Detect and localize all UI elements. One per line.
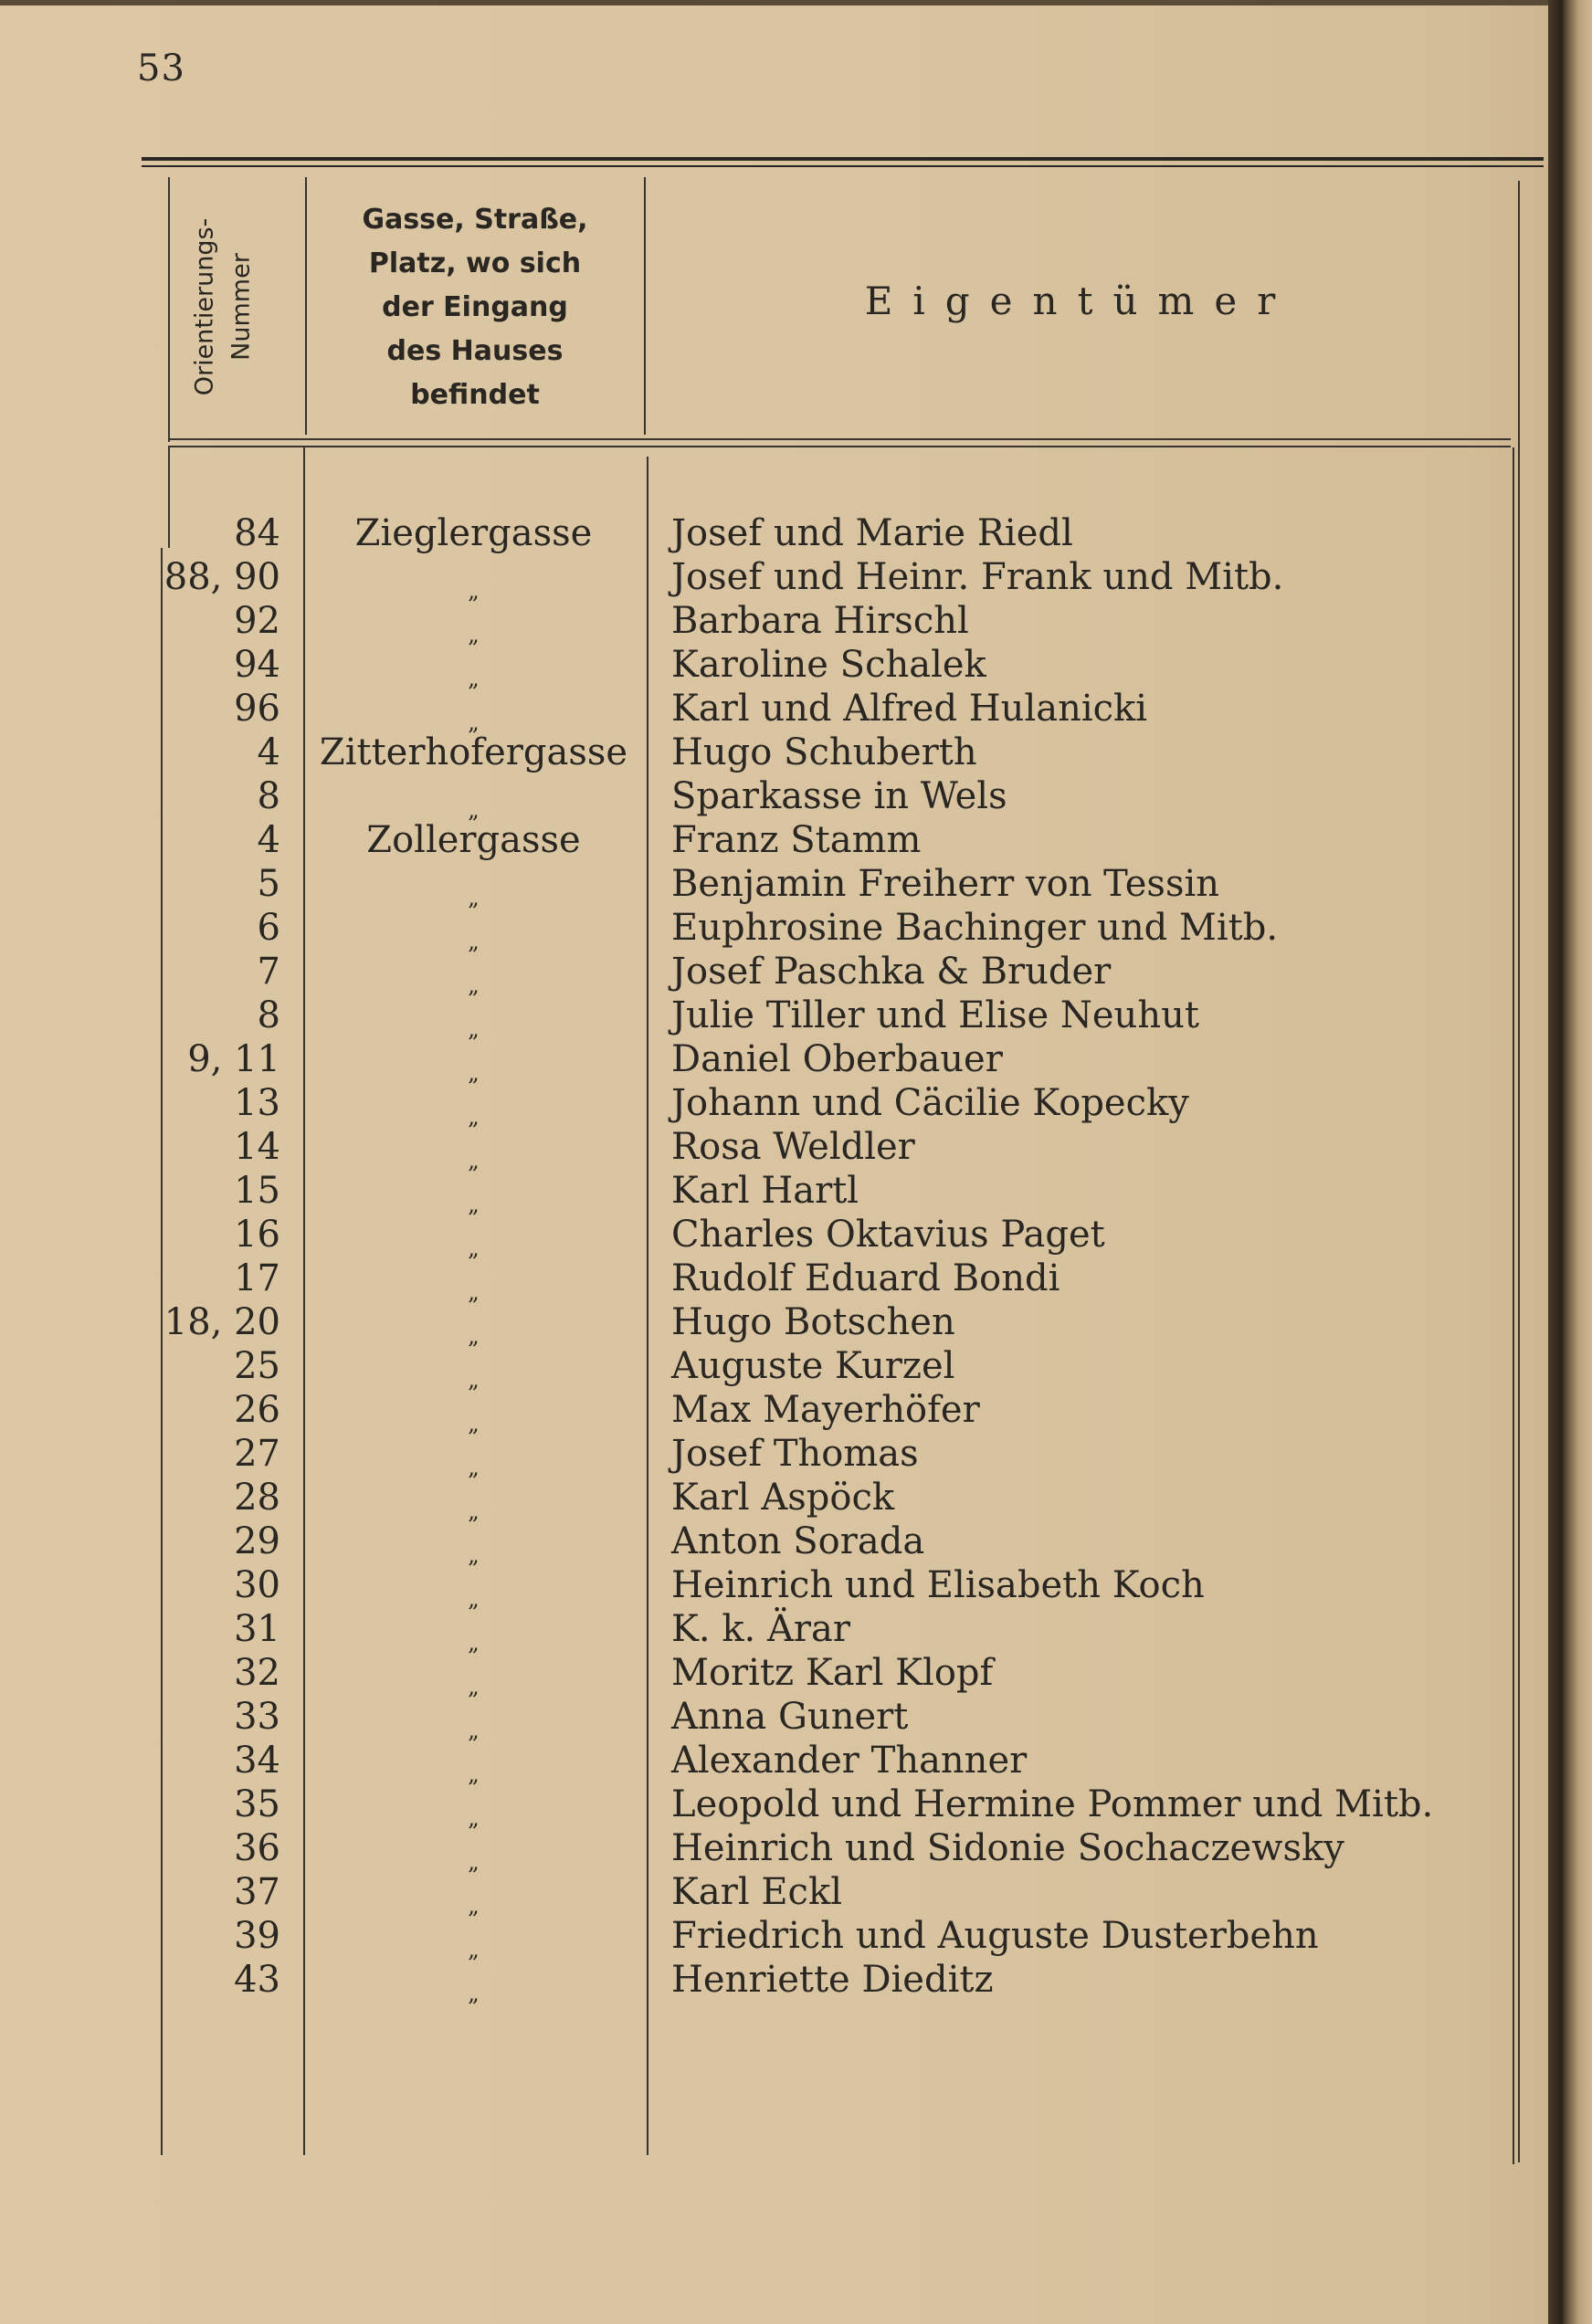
table-row <box>0 1870 1592 1919</box>
number-cell: 34 <box>234 1740 280 1782</box>
street-cell <box>307 1958 640 2006</box>
table-row <box>0 1344 1592 1393</box>
table-row <box>0 1037 1592 1086</box>
ditto-mark: „ <box>468 885 480 910</box>
ditto-mark: „ <box>468 1981 480 2006</box>
table-row <box>0 1476 1592 1524</box>
ditto-mark: „ <box>468 1104 480 1130</box>
owner-cell: Daniel Oberbauer <box>671 1038 1003 1080</box>
number-cell: 13 <box>234 1082 280 1124</box>
street-cell <box>307 1213 640 1261</box>
owner-cell: Julie Tiller und Elise Neuhut <box>671 994 1199 1036</box>
owner-cell: Heinrich und Sidonie Sochaczewsky <box>671 1827 1344 1869</box>
street-cell <box>307 1081 640 1130</box>
owner-cell: Anna Gunert <box>671 1696 909 1738</box>
number-cell: 92 <box>234 600 280 642</box>
column-divider <box>644 177 646 435</box>
number-cell: 31 <box>234 1608 280 1650</box>
street-cell <box>307 1432 640 1480</box>
street-cell <box>307 643 640 691</box>
street-cell <box>307 599 640 647</box>
owner-cell: Karl und Alfred Hulanicki <box>671 688 1148 730</box>
header-street-line: Platz, wo sich <box>368 247 582 279</box>
street-cell <box>307 1257 640 1305</box>
number-cell: 43 <box>234 1959 280 2001</box>
ditto-mark: „ <box>468 578 480 604</box>
owner-cell: Heinrich und Elisabeth Koch <box>671 1564 1205 1606</box>
street-cell <box>307 1037 640 1086</box>
table-row <box>0 555 1592 604</box>
street-cell <box>307 1739 640 1787</box>
number-cell: 32 <box>234 1652 280 1694</box>
owner-cell: Leopold und Hermine Pommer und Mitb. <box>671 1783 1434 1825</box>
street-cell <box>307 1563 640 1612</box>
number-cell: 88, 90 <box>163 556 280 598</box>
table-row <box>0 1388 1592 1436</box>
page-top-edge <box>0 0 1592 5</box>
number-cell: 30 <box>234 1564 280 1606</box>
table-row <box>0 818 1592 862</box>
table-row <box>0 1695 1592 1743</box>
table-row <box>0 994 1592 1042</box>
ditto-mark: „ <box>468 1455 480 1480</box>
owner-cell: Hugo Botschen <box>671 1301 955 1343</box>
table-row <box>0 643 1592 691</box>
table-row <box>0 687 1592 735</box>
owner-cell: Barbara Hirschl <box>671 600 969 642</box>
table-row <box>0 599 1592 647</box>
table-row <box>0 731 1592 774</box>
owner-cell: Josef Thomas <box>671 1433 919 1475</box>
owner-cell: Alexander Thanner <box>671 1740 1028 1782</box>
table-row <box>0 1782 1592 1831</box>
street-cell <box>307 1388 640 1436</box>
owner-cell: Josef Paschka & Bruder <box>671 951 1112 993</box>
header-street-line: Gasse, Straße, <box>362 204 588 236</box>
owner-cell: K. k. Ärar <box>671 1608 850 1650</box>
table-row <box>0 1300 1592 1349</box>
owner-cell: Franz Stamm <box>671 819 922 861</box>
owner-cell: Rosa Weldler <box>671 1126 915 1168</box>
number-cell: 28 <box>234 1477 280 1519</box>
table-row <box>0 1826 1592 1875</box>
table-row <box>0 1257 1592 1305</box>
owner-cell: Karl Eckl <box>671 1871 842 1913</box>
street-cell <box>307 1870 640 1919</box>
table-row <box>0 1958 1592 2006</box>
number-cell: 7 <box>257 951 280 993</box>
ditto-mark: „ <box>468 1367 480 1393</box>
street-cell <box>307 1782 640 1831</box>
street-cell <box>307 1826 640 1875</box>
owner-cell: Friedrich und Auguste Dusterbehn <box>671 1915 1319 1957</box>
number-cell: 84 <box>234 512 280 554</box>
ditto-mark: „ <box>468 1542 480 1568</box>
table-row <box>0 1739 1592 1787</box>
number-cell: 8 <box>257 994 280 1036</box>
number-cell: 39 <box>234 1915 280 1957</box>
header-number-column <box>162 180 283 434</box>
number-cell: 18, 20 <box>163 1301 280 1343</box>
street-cell <box>307 1607 640 1656</box>
street-cell <box>307 687 640 735</box>
owner-cell: Auguste Kurzel <box>671 1345 955 1387</box>
number-cell: 37 <box>234 1871 280 1913</box>
ditto-mark: „ <box>468 1674 480 1699</box>
table-row <box>0 774 1592 823</box>
number-cell: 17 <box>234 1257 280 1299</box>
ditto-mark: „ <box>468 1279 480 1305</box>
header-number-line1: Orientierungs- <box>189 217 218 396</box>
ditto-mark: „ <box>468 710 480 735</box>
number-cell: 27 <box>234 1433 280 1475</box>
ditto-mark: „ <box>468 973 480 998</box>
table-row <box>0 1213 1592 1261</box>
header-number-line2: Nummer <box>226 253 255 361</box>
ditto-mark: „ <box>468 1060 480 1086</box>
number-cell: 25 <box>234 1345 280 1387</box>
number-cell: 16 <box>234 1214 280 1256</box>
table-row <box>0 1914 1592 1962</box>
table-row <box>0 1081 1592 1130</box>
table-row <box>0 906 1592 954</box>
number-cell: 29 <box>234 1520 280 1562</box>
ditto-mark: „ <box>468 1148 480 1173</box>
ditto-mark: „ <box>468 622 480 647</box>
header-street-line: des Hauses <box>386 335 564 367</box>
number-cell: 9, 11 <box>187 1038 280 1080</box>
owner-cell: Charles Oktavius Paget <box>671 1214 1105 1256</box>
number-cell: 4 <box>257 731 280 773</box>
street-cell <box>307 1695 640 1743</box>
owner-cell: Henriette Dieditz <box>671 1959 994 2001</box>
owner-cell: Karl Hartl <box>671 1170 859 1212</box>
street-cell <box>307 1169 640 1217</box>
ditto-mark: „ <box>468 1323 480 1349</box>
header-bottom-rule <box>168 438 1511 440</box>
table-row <box>0 950 1592 998</box>
street-cell <box>307 1344 640 1393</box>
table-row <box>0 1169 1592 1217</box>
ditto-mark: „ <box>468 1893 480 1919</box>
ditto-mark: „ <box>468 797 480 823</box>
ditto-mark: „ <box>468 1192 480 1217</box>
street-cell <box>307 774 640 823</box>
owner-cell: Sparkasse in Wels <box>671 775 1007 817</box>
owner-cell: Benjamin Freiherr von Tessin <box>671 863 1220 905</box>
street-cell: Zieglergasse <box>354 512 593 554</box>
owner-cell: Johann und Cäcilie Kopecky <box>671 1082 1189 1124</box>
header-owner-column: Eigentümer <box>864 279 1296 323</box>
ditto-mark: „ <box>468 1499 480 1524</box>
table-row <box>0 511 1592 555</box>
ditto-mark: „ <box>468 1761 480 1787</box>
ditto-mark: „ <box>468 1411 480 1436</box>
owner-cell: Josef und Heinr. Frank und Mitb. <box>671 556 1284 598</box>
ditto-mark: „ <box>468 1937 480 1962</box>
owner-cell: Karoline Schalek <box>671 644 986 686</box>
owner-cell: Moritz Karl Klopf <box>671 1652 994 1694</box>
street-cell: Zitterhofergasse <box>319 731 628 773</box>
ditto-mark: „ <box>468 666 480 691</box>
ditto-mark: „ <box>468 1630 480 1656</box>
owner-cell: Hugo Schuberth <box>671 731 977 773</box>
number-cell: 4 <box>257 819 280 861</box>
street-cell <box>307 1914 640 1962</box>
ditto-mark: „ <box>468 1805 480 1831</box>
table-row <box>0 1125 1592 1173</box>
header-street-line: der Eingang <box>382 291 568 323</box>
owner-cell: Karl Aspöck <box>671 1477 895 1519</box>
header-street-column <box>307 198 643 417</box>
header-street-line: befindet <box>410 379 540 411</box>
number-cell: 36 <box>234 1827 280 1869</box>
number-cell: 35 <box>234 1783 280 1825</box>
number-cell: 6 <box>257 907 280 949</box>
number-cell: 15 <box>234 1170 280 1212</box>
table-row <box>0 862 1592 910</box>
table-row <box>0 1607 1592 1656</box>
ditto-mark: „ <box>468 1718 480 1743</box>
number-cell: 94 <box>234 644 280 686</box>
table-row <box>0 1520 1592 1568</box>
street-cell <box>307 950 640 998</box>
street-cell <box>307 862 640 910</box>
table-top-rule <box>142 157 1544 161</box>
street-cell <box>307 1300 640 1349</box>
owner-cell: Max Mayerhöfer <box>671 1389 980 1431</box>
number-cell: 5 <box>257 863 280 905</box>
number-cell: 14 <box>234 1126 280 1168</box>
ditto-mark: „ <box>468 1016 480 1042</box>
number-cell: 33 <box>234 1696 280 1738</box>
table-row <box>0 1651 1592 1699</box>
street-cell <box>307 1651 640 1699</box>
number-cell: 26 <box>234 1389 280 1431</box>
ditto-mark: „ <box>468 1849 480 1875</box>
street-cell: Zollergasse <box>366 819 581 861</box>
header-bottom-rule <box>168 446 1511 447</box>
owner-cell: Josef und Marie Riedl <box>671 512 1073 554</box>
ditto-mark: „ <box>468 929 480 954</box>
number-cell: 96 <box>234 688 280 730</box>
owner-cell: Euphrosine Bachinger und Mitb. <box>671 907 1279 949</box>
ditto-mark: „ <box>468 1586 480 1612</box>
owner-cell: Anton Sorada <box>671 1520 925 1562</box>
owner-cell: Rudolf Eduard Bondi <box>671 1257 1060 1299</box>
street-cell <box>307 1520 640 1568</box>
street-cell <box>307 994 640 1042</box>
number-cell: 8 <box>257 775 280 817</box>
street-cell <box>307 555 640 604</box>
table-row <box>0 1432 1592 1480</box>
table-top-rule-thin <box>142 165 1544 167</box>
table-row <box>0 1563 1592 1612</box>
street-cell <box>307 1476 640 1524</box>
page-number: 53 <box>137 47 185 89</box>
ditto-mark: „ <box>468 1236 480 1261</box>
street-cell <box>307 1125 640 1173</box>
street-cell <box>307 906 640 954</box>
